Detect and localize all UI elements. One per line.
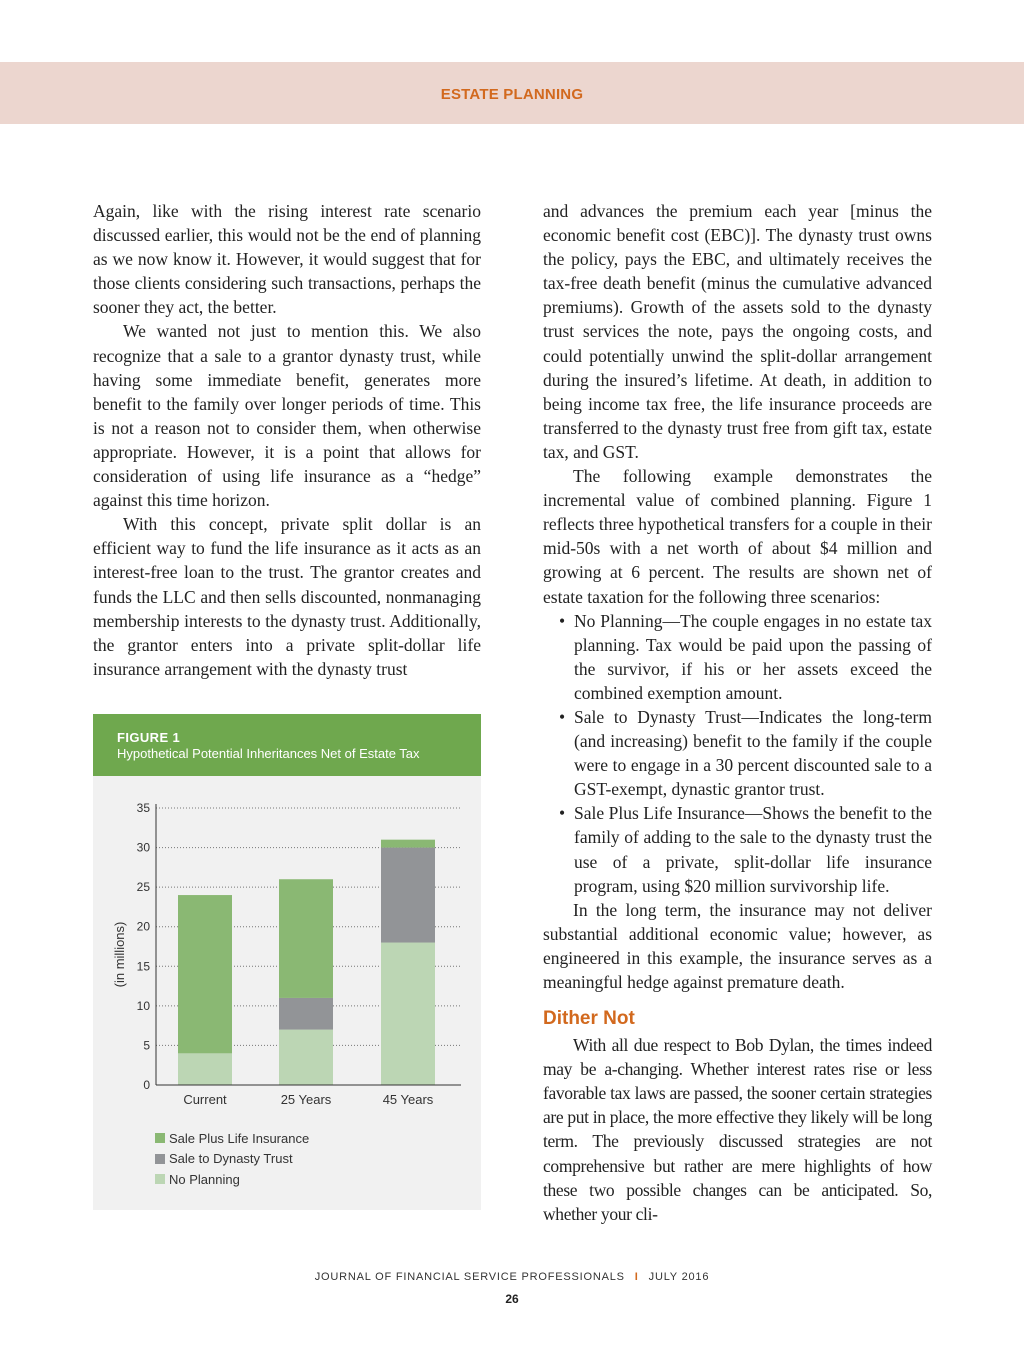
- scenario-list: [543, 609, 932, 898]
- x-tick-label: 45 Years: [382, 1092, 434, 1107]
- list-item-text: Sale to Dynasty Trust—Indicates the long-term (and increasing) benefit to the family if the couple were to engage in a 30 percent discounted sale to a GST-exempt, dynastic grantor trust.: [574, 706, 932, 800]
- bar-segment: [279, 998, 333, 1030]
- footer-separator: I: [634, 1271, 639, 1283]
- figure-1: [93, 714, 481, 1210]
- list-item-text: Sale Plus Life Insurance—Shows the benefit to the family of adding to the sale to the dynasty trust the use of a private, split-dollar life insurance program, using $20 million survivorship life.: [574, 803, 932, 896]
- right-paragraph-3: In the long term, the insurance may not deliver substantial additional economic value; however, as engineered in this example, the insurance serves as a meaningful hedge against premature death.: [543, 899, 932, 992]
- left-column: [93, 199, 481, 681]
- y-tick-label: 30: [136, 840, 150, 855]
- y-axis-label: (in millions): [112, 921, 127, 988]
- section-label: ESTATE PLANNING: [440, 86, 584, 103]
- legend-label: No Planning: [169, 1171, 240, 1187]
- section-heading: Dither Not: [543, 1008, 635, 1030]
- y-tick-label: 5: [143, 1038, 150, 1053]
- bar-segment: [279, 879, 333, 998]
- list-item-text: No Planning—The couple engages in no estate tax planning. Tax would be paid upon the passing of the survivor, if his or her assets exceed the combined exemption amount.: [574, 610, 932, 703]
- bar-segment: [279, 1030, 333, 1085]
- bar-segment: [381, 943, 435, 1085]
- bar-segment: [381, 848, 435, 943]
- x-tick-label: Current: [183, 1092, 227, 1107]
- list-item: [543, 609, 932, 705]
- y-tick-label: 20: [136, 919, 150, 934]
- legend-entry: [155, 1149, 309, 1170]
- bullet-icon: •: [559, 706, 566, 727]
- bullet-icon: •: [559, 610, 566, 631]
- list-item: [543, 705, 932, 801]
- left-paragraph-2: We wanted not just to mention this. We also recognize that a sale to a grantor dynasty trust, while having some immediate benefit, generates more benefit to the family over longer periods of time. This is not a reason not to consider them, when otherwise appropriate. However, it is a point that allows for consideration of using life insurance as a “hedge” against this time horizon.: [93, 321, 481, 511]
- footer: [0, 1271, 1024, 1283]
- y-tick-label: 35: [136, 801, 150, 815]
- list-item: [543, 801, 932, 897]
- bar-segment: [178, 1053, 232, 1085]
- bar-segment: [178, 895, 232, 1053]
- figure-title: Hypothetical Potential Inheritances Net of Estate Tax: [117, 746, 420, 761]
- left-paragraph-3: With this concept, private split dollar is an efficient way to fund the life insurance as it acts as an interest-free loan to the trust. The grantor creates and funds the LLC and then sells discounted, nonmanaging membership interests to the dynasty trust. Additionally, the grantor enters into a private split-dollar life insurance arrangement with the dynasty trust: [93, 514, 481, 679]
- y-tick-label: 15: [136, 959, 150, 974]
- journal-name: JOURNAL OF FINANCIAL SERVICE PROFESSIONALS: [314, 1271, 625, 1283]
- y-tick-label: 25: [136, 880, 150, 895]
- bar-segment: [381, 840, 435, 848]
- legend-label: Sale to Dynasty Trust: [169, 1151, 293, 1167]
- page-number: 26: [505, 1292, 519, 1306]
- legend-swatch: [155, 1154, 165, 1164]
- x-tick-label: 25 Years: [280, 1092, 332, 1107]
- left-paragraph-1: Again, like with the rising interest rate scenario discussed earlier, this would not be the end of planning as we now know it. However, it would suggest that for those clients considering such transactions, perhaps the sooner they act, the better.: [93, 201, 481, 318]
- legend-swatch: [155, 1174, 165, 1184]
- legend-entry: [155, 1169, 309, 1190]
- legend-swatch: [155, 1133, 165, 1143]
- right-paragraph-1: and advances the premium each year [minus the economic benefit cost (EBC)]. The dynasty trust owns the policy, pays the EBC, and ultimately receives the tax-free death benefit (minus the cumulative advanced premiums). Growth of the assets sold to the dynasty trust services the note, pays the ongoing costs, and could potentially unwind the split-dollar arrangement during the insured’s lifetime. At death, in addition to being income tax free, the life insurance proceeds are transferred to the dynasty trust free from gift tax, estate tax, and GST.: [543, 201, 932, 462]
- y-tick-label: 0: [143, 1078, 150, 1092]
- right-paragraph-2: The following example demonstrates the incremental value of combined planning. Figure 1 reflects three hypothetical transfers for a couple in their mid-50s with a net worth of about $4 million and growing at 6 percent. The results are shown net of estate taxation for the following three scenarios:: [543, 466, 932, 607]
- right-paragraph-4: With all due respect to Bob Dylan, the times indeed may be a-changing. Whether interest rates rise or less favorable tax laws are passed, the sooner certain strategies are put in place, the more effective they likely will be long term. The previously discussed strategies are not comprehensive but rather are mere highlights of how these two possible changes can be anticipated. So, whether your cli-: [543, 1035, 932, 1224]
- chart-legend: [155, 1128, 309, 1190]
- issue-date: JULY 2016: [648, 1271, 710, 1283]
- figure-label: FIGURE 1: [117, 730, 181, 745]
- legend-entry: [155, 1128, 309, 1149]
- y-tick-label: 10: [136, 998, 150, 1013]
- legend-label: Sale Plus Life Insurance: [169, 1130, 310, 1146]
- right-column: [543, 199, 932, 1226]
- bullet-icon: •: [559, 803, 566, 824]
